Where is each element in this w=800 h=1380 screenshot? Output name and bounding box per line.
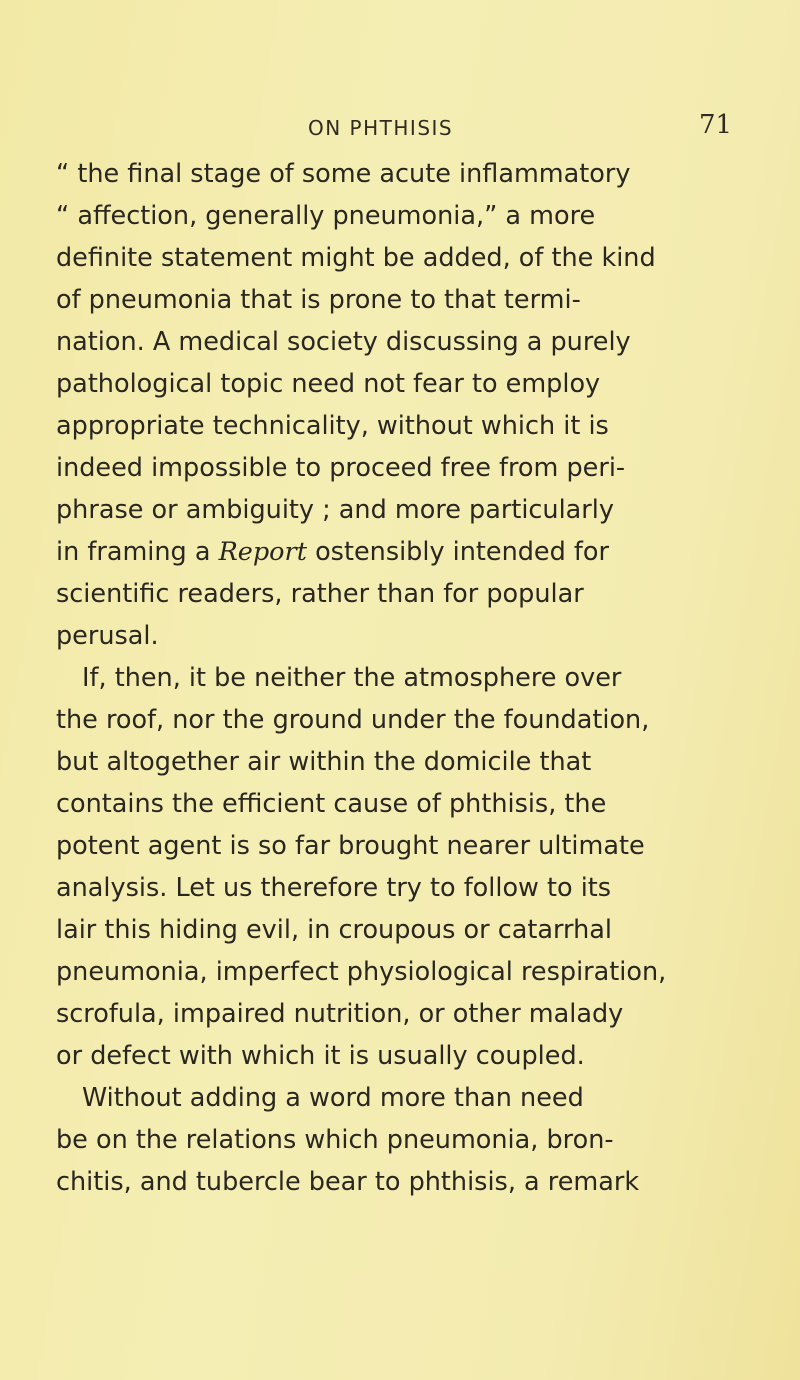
text-line: contains the efficient cause of phthisis, the — [56, 789, 607, 819]
text-line: chitis, and tubercle bear to phthisis, a remark — [56, 1167, 640, 1197]
text-line: lair this hiding evil, in croupous or catarrhal — [56, 915, 612, 945]
text-line: phrase or ambiguity ; and more particularly — [56, 495, 614, 525]
text-line: perusal. — [56, 621, 159, 651]
text-line: scrofula, impaired nutrition, or other malady — [56, 999, 624, 1029]
text-line: or defect with which it is usually coupled. — [56, 1041, 585, 1071]
text-line: “ the final stage of some acute inflammatory — [56, 159, 631, 189]
text-line: be on the relations which pneumonia, bron- — [56, 1125, 614, 1155]
running-title: ON PHTHISIS — [308, 116, 454, 140]
text-line: analysis. Let us therefore try to follow to its — [56, 873, 612, 903]
text-line: pathological topic need not fear to employ — [56, 369, 601, 399]
text-line: nation. A medical society discussing a purely — [56, 327, 631, 357]
text-line: indeed impossible to proceed free from peri- — [56, 453, 626, 483]
text-line: definite statement might be added, of the kind — [56, 243, 656, 273]
text-line: the roof, nor the ground under the foundation, — [56, 705, 650, 735]
text-line: potent agent is so far brought nearer ultimate — [56, 831, 645, 861]
text-line: scientific readers, rather than for popular — [56, 579, 584, 609]
text-line: “ affection, generally pneumonia,” a more — [56, 201, 596, 231]
text-line: pneumonia, imperfect physiological respiration, — [56, 957, 667, 987]
page-number: 71 — [699, 110, 733, 140]
text-fragment: ostensibly intended for — [315, 537, 609, 567]
text-line — [56, 536, 609, 568]
italic-title: Report — [218, 537, 307, 567]
text-line: of pneumonia that is prone to that termi- — [56, 285, 581, 315]
paragraph-start-line: If, then, it be neither the atmosphere over — [82, 663, 622, 693]
text-line: appropriate technicality, without which it is — [56, 411, 609, 441]
text-fragment: in framing a — [56, 537, 211, 567]
running-head — [0, 110, 800, 146]
text-line: but altogether air within the domicile that — [56, 747, 592, 777]
paragraph-start-line: Without adding a word more than need — [82, 1083, 584, 1113]
